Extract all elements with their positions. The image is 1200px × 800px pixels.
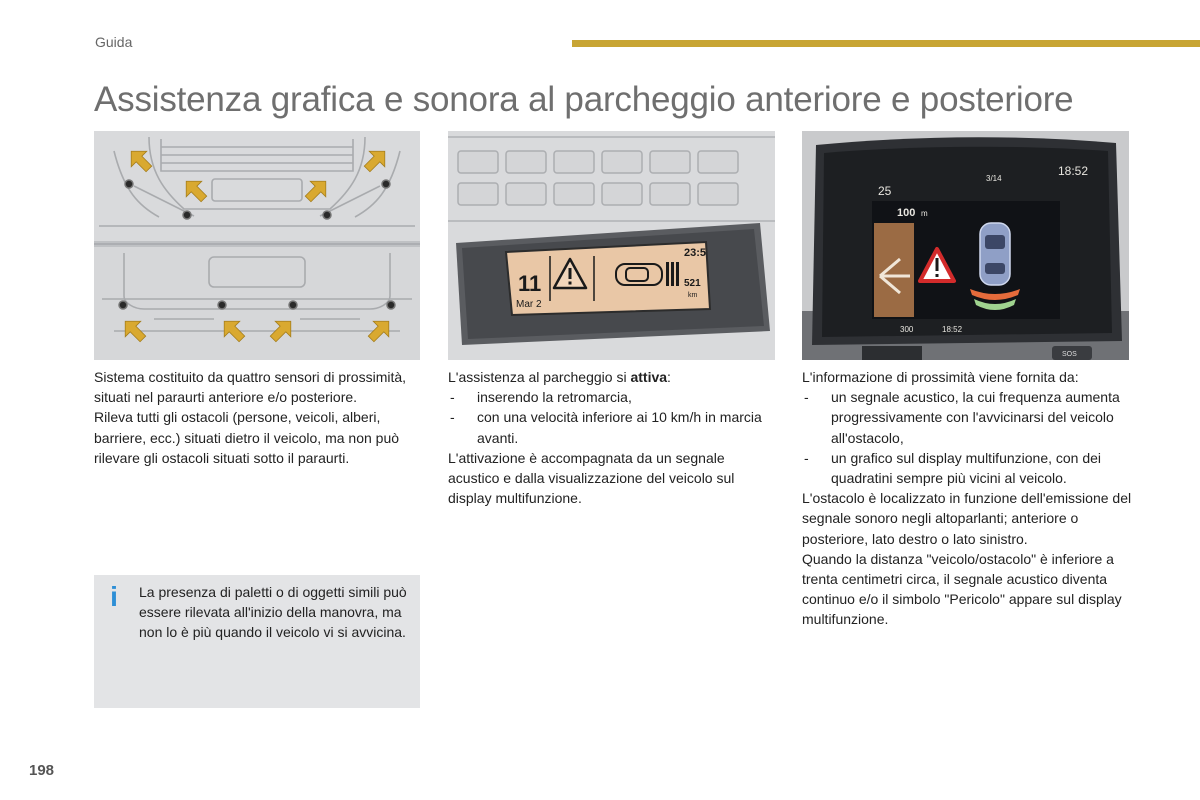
sos-button: SOS	[1062, 351, 1077, 358]
screen-time: 18:52	[1058, 164, 1089, 178]
display-time: 23:5	[684, 247, 707, 259]
screen-distance-bottom: 300	[900, 325, 914, 334]
paragraph: L'ostacolo è localizzato in funzione dell'emissione del segnale sonoro negli altoparlanti; anteriore o posteriore, lato destro o lato sinistro.	[802, 490, 1132, 547]
multifunction-screen-illustration	[802, 131, 1129, 360]
page-title: Assistenza grafica e sonora al parcheggio anteriore e posteriore	[94, 80, 1074, 119]
display-date: Mar 2	[516, 299, 542, 310]
display-distance: 521	[684, 278, 701, 289]
paragraph-intro	[448, 367, 775, 387]
column-proximity-text	[802, 367, 1132, 630]
display-temperature: 11	[518, 271, 542, 296]
paragraph: L'attivazione è accompagnata da un segnale acustico e dalla visualizzazione del veicolo sul display multifunzione.	[448, 449, 735, 507]
screen-track: 3/14	[986, 174, 1002, 183]
section-label: Guida	[95, 34, 133, 50]
page-number: 198	[29, 762, 55, 779]
list-item: - inserendo la retromarcia,	[448, 387, 775, 407]
screen-distance-top: 100	[897, 207, 916, 219]
intro-strong: attiva	[630, 369, 668, 385]
screen-time-bottom: 18:52	[942, 325, 963, 334]
display-unit: km	[688, 292, 698, 299]
dashboard-display-illustration	[448, 131, 775, 360]
proximity-bars-icon	[666, 262, 679, 286]
info-box	[94, 575, 420, 708]
screen-distance-unit: m	[921, 209, 928, 218]
header-rule	[572, 40, 1200, 47]
info-text: La presenza di paletti o di oggetti simili può essere rilevata all'inizio della manovra, ma non lo è più quando il veicolo vi si avvicina.	[139, 584, 407, 641]
info-icon: i	[110, 581, 118, 612]
paragraph: Sistema costituito da quattro sensori di prossimità, situati nel paraurti anteriore e/o posteriore.	[94, 369, 407, 406]
activation-list	[448, 387, 775, 448]
column-activation-text	[448, 367, 775, 508]
paragraph: Rileva tutti gli ostacoli (persone, veicoli, alberi, barriere, ecc.) situati dietro il veicolo, ma non può rilevare gli ostacoli situati sotto il paraurti.	[94, 409, 400, 466]
sensors-illustration	[94, 131, 420, 360]
paragraph: Quando la distanza "veicolo/ostacolo" è inferiore a trenta centimetri circa, il segnale acustico diventa continuo e/o il simbolo "Pericolo" appare sul display multifunzione.	[802, 550, 1122, 628]
paragraph-intro: L'informazione di prossimità viene fornita da:	[802, 369, 1079, 385]
intro-suffix: :	[667, 369, 671, 385]
list-item: - con una velocità inferiore ai 10 km/h in marcia avanti.	[448, 407, 775, 447]
car-topview-icon	[980, 223, 1010, 285]
list-item: - un grafico sul display multifunzione, con dei quadratini sempre più vicini al veicolo.	[802, 448, 1132, 488]
proximity-list	[802, 387, 1132, 488]
screen-temperature: 25	[878, 184, 892, 198]
intro-prefix: L'assistenza al parcheggio si	[448, 369, 627, 385]
list-item: - un segnale acustico, la cui frequenza aumenta progressivamente con l'avvicinarsi del veicolo all'ostacolo,	[802, 387, 1132, 448]
column-sensors-text	[94, 367, 420, 468]
